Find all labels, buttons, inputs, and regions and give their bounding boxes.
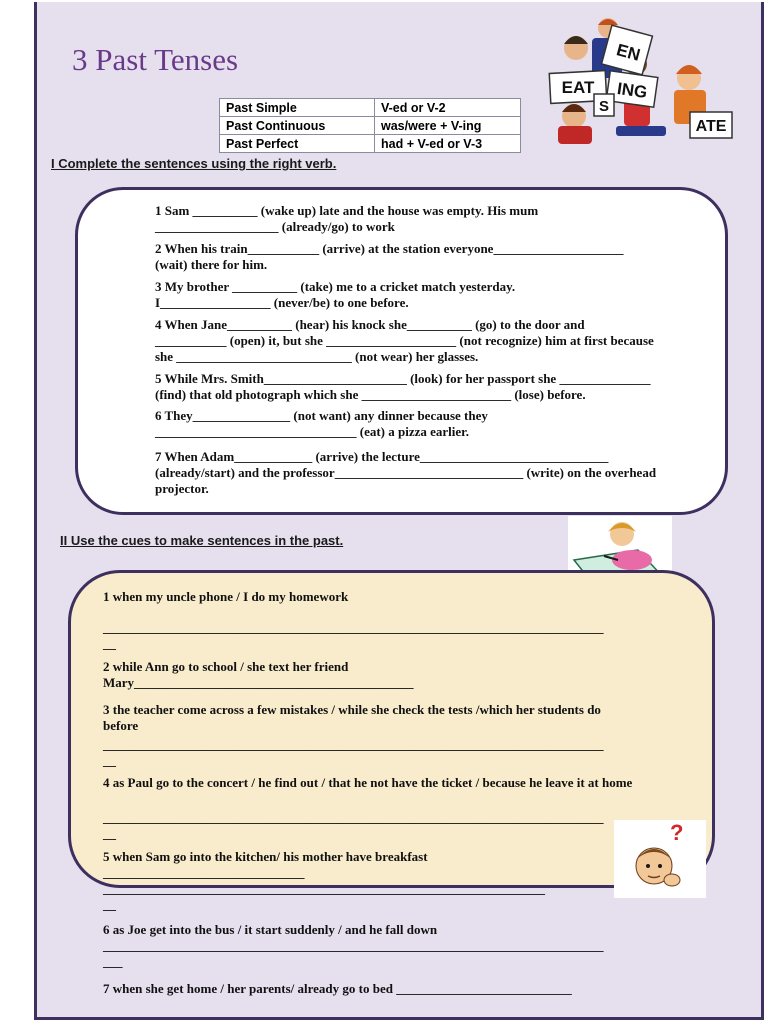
card-ing: ING — [615, 79, 649, 103]
answer-line: _____________________________________________________________________________ __ — [103, 737, 604, 768]
tense-form: had + V-ed or V-3 — [375, 135, 521, 153]
tense-name: Past Continuous — [220, 117, 375, 135]
table-row — [220, 99, 521, 117]
svg-text:?: ? — [670, 820, 684, 845]
section2-heading: II Use the cues to make sentences in the past. — [60, 533, 344, 548]
table-row — [220, 117, 521, 135]
exercise1-item: 3 My brother __________ (take) me to a cricket match yesterday. I_________________ (never/be) to one before. — [155, 279, 516, 310]
section1-heading: I Complete the sentences using the right verb. — [51, 156, 337, 171]
page-title: 3 Past Tenses — [72, 42, 239, 77]
tense-form: V-ed or V-2 — [375, 99, 521, 117]
tenses-table — [219, 98, 521, 153]
exercise2-item: 2 while Ann go to school / she text her friend Mary___________________________________________ — [103, 659, 414, 690]
card-ate: ATE — [695, 118, 727, 135]
exercise1-item: 7 When Adam____________ (arrive) the lecture_____________________________ (already/start) and the professor_____________________________ (write) on the overhead projector. — [155, 449, 657, 496]
exercise2-item: 1 when my uncle phone / I do my homework — [103, 589, 349, 604]
exercise2-item: 7 when she get home / her parents/ already go to bed ___________________________ — [103, 981, 572, 996]
exercise2-item: 5 when Sam go into the kitchen/ his mother have breakfast _______________________________ ____________________________________________________________________ __ — [103, 849, 545, 912]
exercise1-item: 2 When his train___________ (arrive) at the station everyone____________________ (wait) there for him. — [155, 241, 624, 272]
answer-line: _____________________________________________________________________________ __ — [103, 620, 604, 651]
exercise1-item: 5 While Mrs. Smith______________________ (look) for her passport she ______________ (find) that old photograph which she _______________________ (lose) before. — [155, 371, 651, 402]
tense-name: Past Simple — [220, 99, 375, 117]
exercise2-item: 4 as Paul go to the concert / he find out / that he not have the ticket / because he leave it at home — [103, 775, 633, 790]
exercise2-item: 6 as Joe get into the bus / it start suddenly / and he fall down _____________________________________________________________________________ ___ — [103, 922, 604, 969]
card-eat: EAT — [561, 78, 595, 97]
card-en: EN — [614, 40, 643, 65]
exercise2-item: 3 the teacher come across a few mistakes / while she check the tests /which her students do before — [103, 702, 601, 733]
exercise1-item: 6 They_______________ (not want) any dinner because they _______________________________ (eat) a pizza earlier. — [155, 408, 488, 439]
tense-form: was/were + V-ing — [375, 117, 521, 135]
answer-line: _____________________________________________________________________________ __ — [103, 810, 604, 841]
exercise1-item: 4 When Jane__________ (hear) his knock she__________ (go) to the door and ___________ (open) it, but she ____________________ (not recognize) him at first because she ___________________________ (not wear) her glasses. — [155, 317, 654, 364]
kids-word-cards-illustration — [546, 16, 736, 148]
card-s: S — [598, 98, 610, 115]
tense-name: Past Perfect — [220, 135, 375, 153]
thinking-boy-illustration — [614, 820, 706, 898]
exercise1-item: 1 Sam __________ (wake up) late and the house was empty. His mum ___________________ (already/go) to work — [155, 203, 539, 234]
table-row — [220, 135, 521, 153]
